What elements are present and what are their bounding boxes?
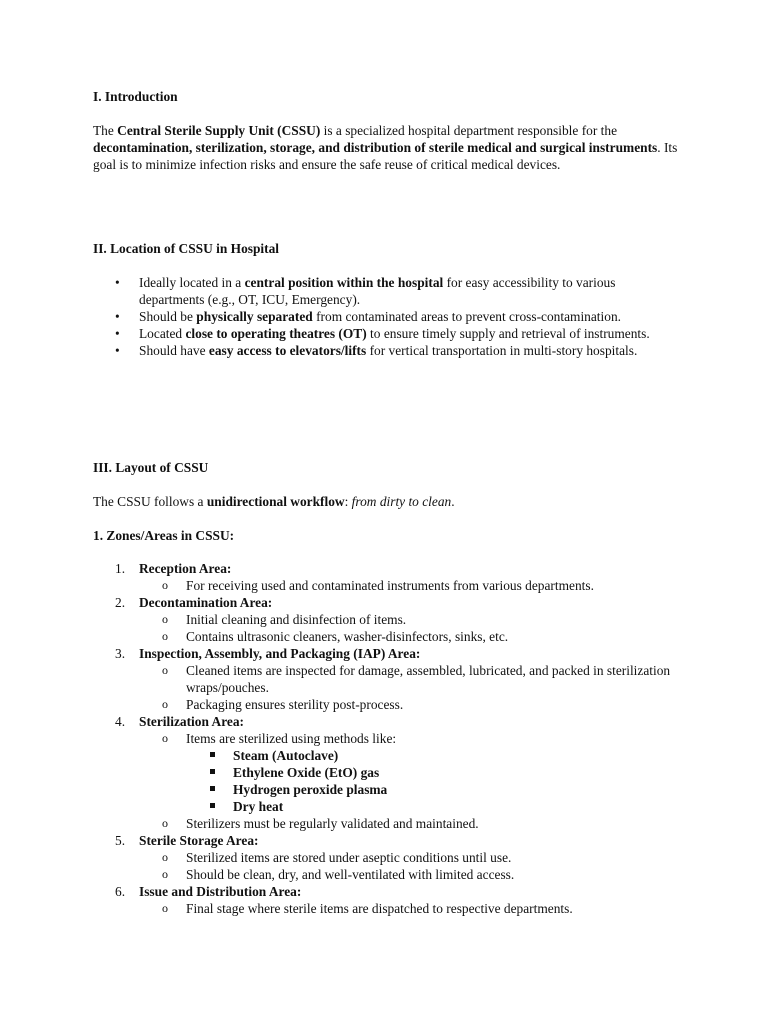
intro-text-3: . Its goal is to minimize infection risks and ensure the safe reuse of critical medical devices.	[93, 140, 678, 172]
zones-subheading: 1. Zones/Areas in CSSU:	[93, 528, 235, 543]
bullet-text: from contaminated areas to prevent cross-contamination.	[312, 309, 621, 324]
zone-notes	[139, 662, 693, 713]
zone-number: 1.	[115, 561, 126, 576]
method-text: Dry heat	[233, 799, 284, 814]
bullet-text: Located	[139, 326, 186, 341]
zone-title: Inspection, Assembly, and Packaging (IAP) Area:	[139, 646, 421, 661]
location-bullet-item	[93, 274, 683, 308]
method-text: Hydrogen peroxide plasma	[233, 782, 388, 797]
zone-item-decontamination	[93, 594, 693, 645]
zone-note	[139, 611, 693, 628]
layout-italic-1: from dirty to clean	[351, 494, 452, 509]
zone-note	[139, 849, 693, 866]
zone-notes	[139, 849, 693, 883]
zone-item-sterilization	[93, 713, 693, 832]
location-bullet-item	[93, 325, 683, 342]
zone-notes	[139, 730, 693, 832]
zones-list	[93, 560, 693, 917]
intro-text-1: The	[93, 123, 118, 138]
zone-note-text: Items are sterilized using methods like:	[186, 731, 397, 746]
zone-item-sterile-storage	[93, 832, 693, 883]
section-heading-introduction: I. Introduction	[93, 89, 178, 104]
square-bullet-marker	[210, 786, 215, 791]
zone-note-text: Cleaned items are inspected for damage, assembled, lubricated, and packed in sterilization wraps/pouches.	[186, 663, 671, 695]
bullet-bold: central position within the hospital	[244, 275, 444, 290]
method-text: Steam (Autoclave)	[233, 748, 339, 763]
zone-note	[139, 730, 693, 815]
section-heading-layout: III. Layout of CSSU	[93, 460, 209, 475]
sub-bullet-marker: o	[162, 663, 168, 677]
zone-number: 2.	[115, 595, 126, 610]
layout-text-1: The CSSU follows a	[93, 494, 207, 509]
square-bullet-marker	[210, 769, 215, 774]
zone-note-text: For receiving used and contaminated instruments from various departments.	[186, 578, 594, 593]
bullet-marker: •	[115, 275, 120, 290]
layout-text-3: .	[451, 494, 455, 509]
sub-bullet-marker: o	[162, 578, 168, 592]
sub-bullet-marker: o	[162, 629, 168, 643]
zone-note	[139, 577, 693, 594]
intro-bold-1: Central Sterile Supply Unit (CSSU)	[117, 123, 321, 138]
zone-number: 6.	[115, 884, 126, 899]
layout-bold-1: unidirectional workflow	[206, 494, 345, 509]
layout-text-2: :	[344, 494, 352, 509]
zone-title: Sterilization Area:	[139, 714, 244, 729]
zone-note-text: Contains ultrasonic cleaners, washer-disinfectors, sinks, etc.	[186, 629, 509, 644]
sub-bullet-marker: o	[162, 697, 168, 711]
zone-note	[139, 900, 693, 917]
sub-bullet-marker: o	[162, 901, 168, 915]
zone-note	[139, 628, 693, 645]
zone-title: Decontamination Area:	[139, 595, 273, 610]
zone-title: Issue and Distribution Area:	[139, 884, 302, 899]
zone-note-text: Sterilizers must be regularly validated and maintained.	[186, 816, 479, 831]
zone-number: 3.	[115, 646, 126, 661]
sub-bullet-marker: o	[162, 816, 168, 830]
square-bullet-marker	[210, 752, 215, 757]
zone-note	[139, 696, 693, 713]
sterilization-methods-list	[186, 747, 693, 815]
sub-bullet-marker: o	[162, 850, 168, 864]
zone-note-text: Final stage where sterile items are dispatched to respective departments.	[186, 901, 573, 916]
zone-note-text: Initial cleaning and disinfection of items.	[186, 612, 407, 627]
zone-note-text: Sterilized items are stored under aseptic conditions until use.	[186, 850, 512, 865]
zone-number: 5.	[115, 833, 126, 848]
intro-text-2: is a specialized hospital department responsible for the	[320, 123, 618, 138]
section-heading-location: II. Location of CSSU in Hospital	[93, 241, 280, 256]
zone-title: Reception Area:	[139, 561, 232, 576]
zone-note-text: Should be clean, dry, and well-ventilated with limited access.	[186, 867, 515, 882]
square-bullet-marker	[210, 803, 215, 808]
location-bullet-item	[93, 308, 683, 325]
sub-bullet-marker: o	[162, 731, 168, 745]
bullet-marker: •	[115, 309, 120, 324]
bullet-text: Ideally located in a	[139, 275, 245, 290]
zone-note	[139, 815, 693, 832]
sub-bullet-marker: o	[162, 612, 168, 626]
layout-paragraph	[93, 493, 683, 510]
bullet-marker: •	[115, 343, 120, 358]
zone-item-issue-distribution	[93, 883, 693, 917]
zone-item-reception	[93, 560, 693, 594]
zone-note	[139, 662, 693, 696]
bullet-text: for easy accessibility to various departments (e.g., OT, ICU, Emergency).	[139, 275, 616, 307]
bullet-bold: close to operating theatres (OT)	[185, 326, 367, 341]
location-bullet-list	[93, 274, 683, 359]
method-item	[186, 747, 693, 764]
method-text: Ethylene Oxide (EtO) gas	[233, 765, 380, 780]
zone-notes	[139, 611, 693, 645]
zone-item-iap	[93, 645, 693, 713]
zone-notes	[139, 900, 693, 917]
method-item	[186, 781, 693, 798]
bullet-text: Should have	[139, 343, 209, 358]
zone-note-text: Packaging ensures sterility post-process.	[186, 697, 404, 712]
zone-title: Sterile Storage Area:	[139, 833, 259, 848]
zone-notes	[139, 577, 693, 594]
zone-note	[139, 866, 693, 883]
location-bullet-item	[93, 342, 683, 359]
bullet-marker: •	[115, 326, 120, 341]
bullet-bold: easy access to elevators/lifts	[208, 343, 367, 358]
bullet-text: to ensure timely supply and retrieval of instruments.	[366, 326, 650, 341]
bullet-text: for vertical transportation in multi-story hospitals.	[366, 343, 638, 358]
bullet-bold: physically separated	[196, 309, 313, 324]
method-item	[186, 764, 693, 781]
intro-paragraph	[93, 122, 683, 173]
zone-number: 4.	[115, 714, 126, 729]
method-item	[186, 798, 693, 815]
intro-bold-2: decontamination, sterilization, storage, and distribution of sterile medical and surgical instruments	[93, 140, 658, 155]
bullet-text: Should be	[139, 309, 197, 324]
sub-bullet-marker: o	[162, 867, 168, 881]
